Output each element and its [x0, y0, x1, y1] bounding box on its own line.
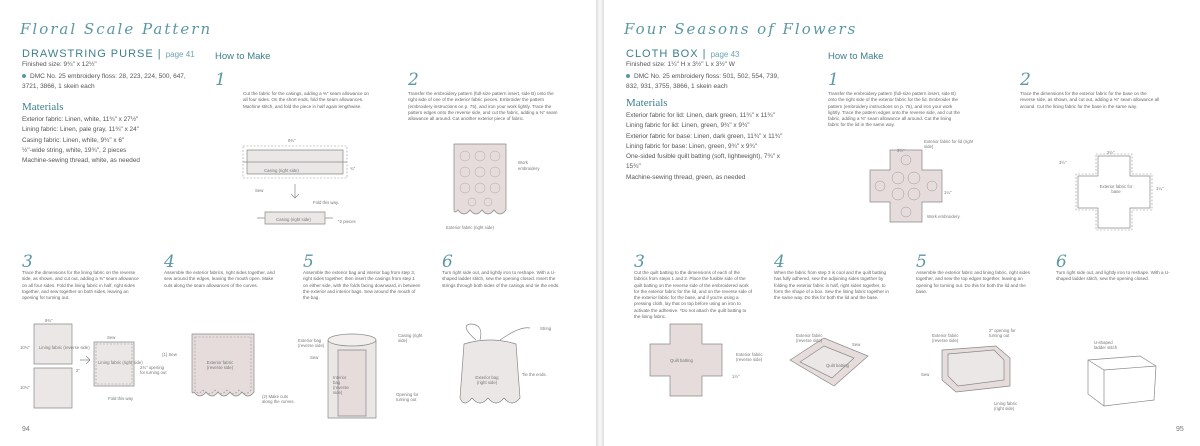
diagram-label: Sew [107, 335, 116, 340]
box-assembly-illustration [936, 340, 1016, 400]
diagram-label: Exterior fabric (right side) [446, 225, 494, 230]
step-text: Trace the dimensions for the lining fabric on the reverse side, as shown, and cut out, adding a ⅜" seam allowance on all four sides. Fold the lining fabric in half, right sides together, and sew together on both sides, leaving an opening for turning out. [22, 270, 139, 301]
diagram-label: Exterior fabric for lid (right side) [924, 139, 974, 149]
dim-label: 9¾" [45, 318, 53, 323]
finished-bag-illustration [440, 322, 550, 417]
step-number: 2 [408, 70, 419, 90]
diagram-label: Work embroidery. [927, 214, 961, 219]
page-ref: page 43 [710, 50, 740, 59]
project-title: DRAWSTRING PURSE | page 41 [22, 48, 195, 60]
diagram-label: Fold this way. [313, 200, 339, 205]
project-title: CLOTH BOX | page 43 [626, 48, 740, 60]
diagram-label: Opening for turning out [396, 392, 419, 402]
material-item: Casing fabric: Linen, white, 9¾" x 6" [22, 136, 125, 144]
diagram-label: Tie the ends. [522, 372, 547, 377]
material-item: ½"-wide string, white, 19¾", 2 pieces [22, 146, 127, 154]
step-text: Transfer the embroidery pattern (full-size pattern insert, side B) onto the right side of one of the exterior fabric pieces. Embroider the pattern (embroidery instructions on p. 75), and iron your work lightly. Trace the pattern edges onto the reverse side, and cut the fabric, adding a ⅜" seam allowance all around. Cut another exterior piece of fabric. [408, 91, 558, 122]
materials-list [22, 115, 192, 166]
materials-heading: Materials [626, 97, 668, 109]
dim-label: 3½" [1059, 160, 1067, 165]
step-text: Cut the fabric for the casings, adding a ⅜" seam allowance on all four sides. On the short ends, fold the seam allowances. Machine stitch, and fold the piece in half again lengthwise. [243, 91, 369, 109]
dim-label: 1½" [732, 374, 740, 379]
page-header: Floral Scale Pattern [20, 20, 213, 38]
step-text: When the fabric from step 3 is cool and the quilt batting has fully adhered, sew the adjoining sides together by folding the exterior fabric in half, right sides together, to form the shape of a box. Sew the lining fabric together in the same way. Do this for both the lid and the base. [774, 270, 889, 301]
material-item: Lining fabric for lid: Linen, green, 9¾" x 9¾" [626, 122, 750, 130]
bullet-icon [626, 74, 630, 78]
floss-info [626, 72, 791, 92]
material-item: Lining fabric for base: Linen, green, 9¾" x 9¾" [626, 142, 758, 150]
material-item: Machine-sewing thread, green, as needed [626, 173, 746, 181]
diagram-label: 2¾" opening for turning out [140, 365, 167, 375]
diagram-label: Lining fabric (reverse side) [39, 345, 90, 350]
embroidery-panel-illustration [450, 140, 510, 232]
step-number: 6 [1056, 252, 1067, 272]
book-gutter [596, 0, 604, 446]
how-to-make-heading: How to Make [215, 51, 271, 62]
dim-label: 10¾" [20, 385, 30, 390]
step-text: Transfer the embroidery pattern (full-size pattern insert, side B) onto the right side of the exterior fabric for the lid. Embroider the pattern (embroidery instructions on p. 75), and iron your work lightly. Trace the pattern edges onto the reverse side, and cut the fabric, adding a ⅜" seam allowance all around. Cut the lining fabric for the lid in the same way. [828, 91, 960, 128]
diagram-label: 2" opening for turning out [989, 328, 1016, 338]
step-text: Assemble the exterior fabrics, right sides together, and sew around the edges, leaving the mouth open. Make cuts along the seam allowances of the curves. [164, 270, 275, 288]
diagram-label: Quilt batting [826, 363, 849, 368]
step-text: Turn right side out, and lightly iron to reshape. With a U-shaped ladder stitch, sew the opening closed. [1056, 270, 1170, 282]
bullet-icon [22, 74, 26, 78]
step-number: 6 [442, 252, 453, 272]
step-number: 5 [916, 252, 927, 272]
dim-label: 1¼" [1156, 186, 1164, 191]
right-page [604, 0, 1200, 446]
dim-label: ¾" [350, 166, 356, 171]
bag-assembly-illustration [322, 330, 382, 422]
diagram-label: (1) Sew [162, 352, 177, 357]
diagram-label: Sew [255, 188, 264, 193]
diagram-label: Casing (right side) [276, 217, 311, 222]
diagram-label: Sew [852, 342, 861, 347]
step-number: 1 [828, 70, 839, 90]
dim-label: 9¾" [288, 138, 296, 143]
diagram-label: (2) Make cuts along the curves. [262, 394, 295, 404]
step-number: 4 [774, 252, 785, 272]
diagram-label: Sew [310, 355, 319, 360]
material-item: Lining fabric: Linen, pale gray, 11¾" x 24" [22, 126, 139, 134]
project-title-text: CLOTH BOX [626, 48, 699, 60]
material-item: Machine-sewing thread, white, as needed [22, 157, 140, 165]
dim-label: 3½" [1107, 150, 1115, 155]
diagram-label: Exterior fabric (reverse side) [932, 333, 959, 343]
left-page [0, 0, 596, 446]
exterior-sew-illustration [188, 330, 258, 420]
page-number: 95 [1176, 426, 1184, 433]
step-number: 4 [164, 252, 175, 272]
step-number: 1 [215, 70, 226, 90]
diagram-label: Exterior fabric for base [1099, 184, 1133, 194]
step-text: Assemble the exterior fabric and lining fabric, right sides together, and sew the top edges together, leaving an opening for turning out. Do this for both the lid and the base. [916, 270, 1030, 294]
floss-text: DMC No. 25 embroidery floss: 501, 502, 554, 739, 832, 931, 3755, 3866, 1 skein each [626, 73, 779, 90]
diagram-label: Exterior bag (right side) [475, 375, 499, 385]
diagram-label: String [540, 326, 552, 331]
dim-label: 10¾" [20, 345, 30, 350]
finished-size: Finished size: 1¼" H x 3½" L x 3½" W [626, 61, 735, 68]
dim-label: 2" [76, 368, 80, 373]
diagram-label: Interior bag (reverse side) [333, 375, 349, 395]
step-text: Cut the quilt batting to the dimensions of each of the fabrics from steps 1 and 2. Place the fusible side of the quilt batting on the reverse side of the embroidered work for the exterior fabric for the lid, and on the reverse side of the exterior fabric for the base, and if you're using a pressing cloth, lay that on top before using an iron to activate the adhesive. *Do not attach the quilt batting to the lining fabric. [634, 270, 752, 320]
material-item: One-sided fusible quilt batting (soft, lightweight), 7¾" x 15¾" [626, 153, 780, 171]
diagram-label: Casing (right side) [398, 333, 423, 343]
diagram-label: Work [518, 160, 528, 165]
diagram-label: U-shaped ladder stitch [1094, 340, 1118, 350]
diagram-label: *2 pieces [338, 219, 356, 224]
page-header: Four Seasons of Flowers [624, 20, 858, 38]
step-text: Trace the dimensions for the exterior fabric for the base on the reverse side, as shown, and cut out, adding a ⅜" seam allowance all around. Cut the lining fabric for the base in the same way. [1020, 91, 1160, 109]
floss-text: DMC No. 25 embroidery floss: 28, 223, 224, 500, 647, 3721, 3866, 1 skein each [22, 73, 186, 90]
material-item: Exterior fabric for base: Linen, dark green, 11¾" x 11¾" [626, 132, 783, 140]
dim-label: 3½" [897, 148, 905, 153]
diagram-label: Fold this way [108, 396, 134, 401]
diagram-label: Quilt batting [670, 358, 693, 363]
step-number: 3 [22, 252, 33, 272]
dim-label: 1¼" [944, 190, 952, 195]
material-item: Exterior fabric for lid: Linen, dark green, 11¾" x 11¾" [626, 112, 775, 119]
diagram-label: Exterior fabric (reverse side) [206, 360, 234, 370]
step-number: 2 [1020, 70, 1031, 90]
diagram-label: Lining fabric (right side) [98, 360, 143, 365]
diagram-label: Exterior fabric (reverse side) [736, 352, 763, 362]
diagram-label: Exterior fabric (reverse side) [796, 333, 823, 343]
material-item: Exterior fabric: Linen, white, 11¾" x 27½" [22, 116, 139, 123]
materials-heading: Materials [22, 101, 64, 113]
step-number: 5 [303, 252, 314, 272]
diagram-label: Sew [921, 372, 930, 377]
page-number: 94 [22, 426, 30, 433]
step-number: 3 [634, 252, 645, 272]
diagram-label: Exterior bag (reverse side) [298, 338, 325, 348]
floss-info [22, 72, 187, 92]
finished-size: Finished size: 9¾" x 12½" [22, 61, 97, 68]
diagram-label: Lining fabric (right side) [994, 401, 1018, 411]
page-ref: page 41 [165, 50, 195, 59]
materials-list [626, 111, 791, 183]
diagram-label: Casing (right side) [264, 168, 299, 173]
step-text: Assemble the exterior bag and interior bag from step 3, right sides together; then insert the casings from step 1 on either side, with the folds facing downward, in between the exterior and interior bags. Sew around the mouth of the bag. [303, 270, 421, 301]
project-title-text: DRAWSTRING PURSE [22, 48, 154, 60]
diagram-label: embroidery [518, 166, 540, 171]
how-to-make-heading: How to Make [828, 51, 884, 62]
finished-box-illustration [1082, 352, 1162, 412]
step-text: Turn right side out, and lightly iron to reshape. With a U-shaped ladder stitch, sew the opening closed. Insert the strings through both sides of the casings and tie the ends. [442, 270, 560, 288]
